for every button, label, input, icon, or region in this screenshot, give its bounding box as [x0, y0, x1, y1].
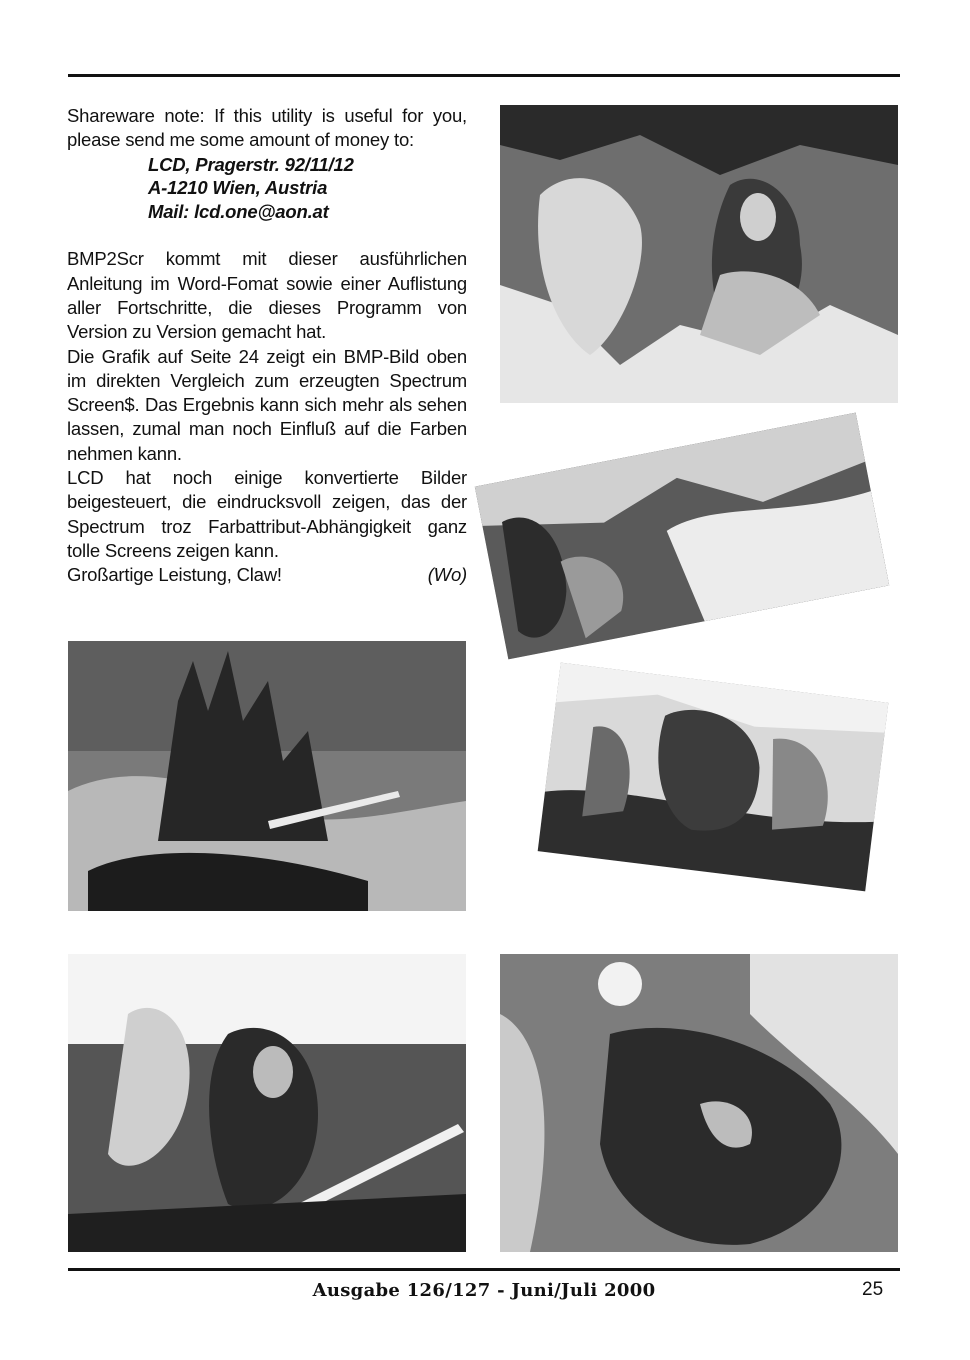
paragraph-1: BMP2Scr kommt mit dieser ausführlichen Anleitung im Word-Fomat sowie einer Auflistung aller Fortschritte, die dieses Programm von Version zu Version gemacht hat. [67, 248, 467, 343]
address-line-1: LCD, Pragerstr. 92/11/12 [148, 153, 354, 175]
page-number: 25 [862, 1279, 884, 1300]
closing-text: Großartige Leistung, Claw! [67, 564, 282, 586]
converted-image-portrait [500, 954, 898, 1252]
contact-address [148, 153, 467, 224]
author-signature: (Wo) [427, 564, 467, 586]
converted-image-warrior-landscape [475, 413, 889, 660]
top-rule [68, 74, 900, 77]
bottom-rule [68, 1268, 900, 1271]
converted-image-warriors [68, 954, 466, 1252]
converted-image-horse-woman [500, 105, 898, 403]
paragraph-3: LCD hat noch einige konvertierte Bilder beigesteuert, die eindrucksvoll zeigen, das der Spectrum troz Farbattribut-Abhängigkeit ganz tolle Screens zeigen kann. [67, 467, 467, 561]
article-text [67, 104, 467, 588]
closing-line [67, 563, 467, 587]
converted-image-forest-couple [538, 663, 889, 892]
issue-footer: Ausgabe 126/127 - Juni/Juli 2000 [312, 1280, 656, 1301]
address-line-3: Mail: lcd.one@aon.at [148, 200, 329, 222]
shareware-note: Shareware note: If this utility is useful for you, please send me some amount of money to: [67, 105, 467, 151]
address-line-2: A-1210 Wien, Austria [148, 177, 328, 199]
paragraph-2: Die Grafik auf Seite 24 zeigt ein BMP-Bild oben im direkten Vergleich zum erzeugten Spectrum Screen$. Das Ergebnis kann sich mehr als sehen lassen, zumal man noch Einfluß auf die Farben nehmen kann. [67, 345, 467, 464]
converted-image-castle [68, 641, 466, 911]
